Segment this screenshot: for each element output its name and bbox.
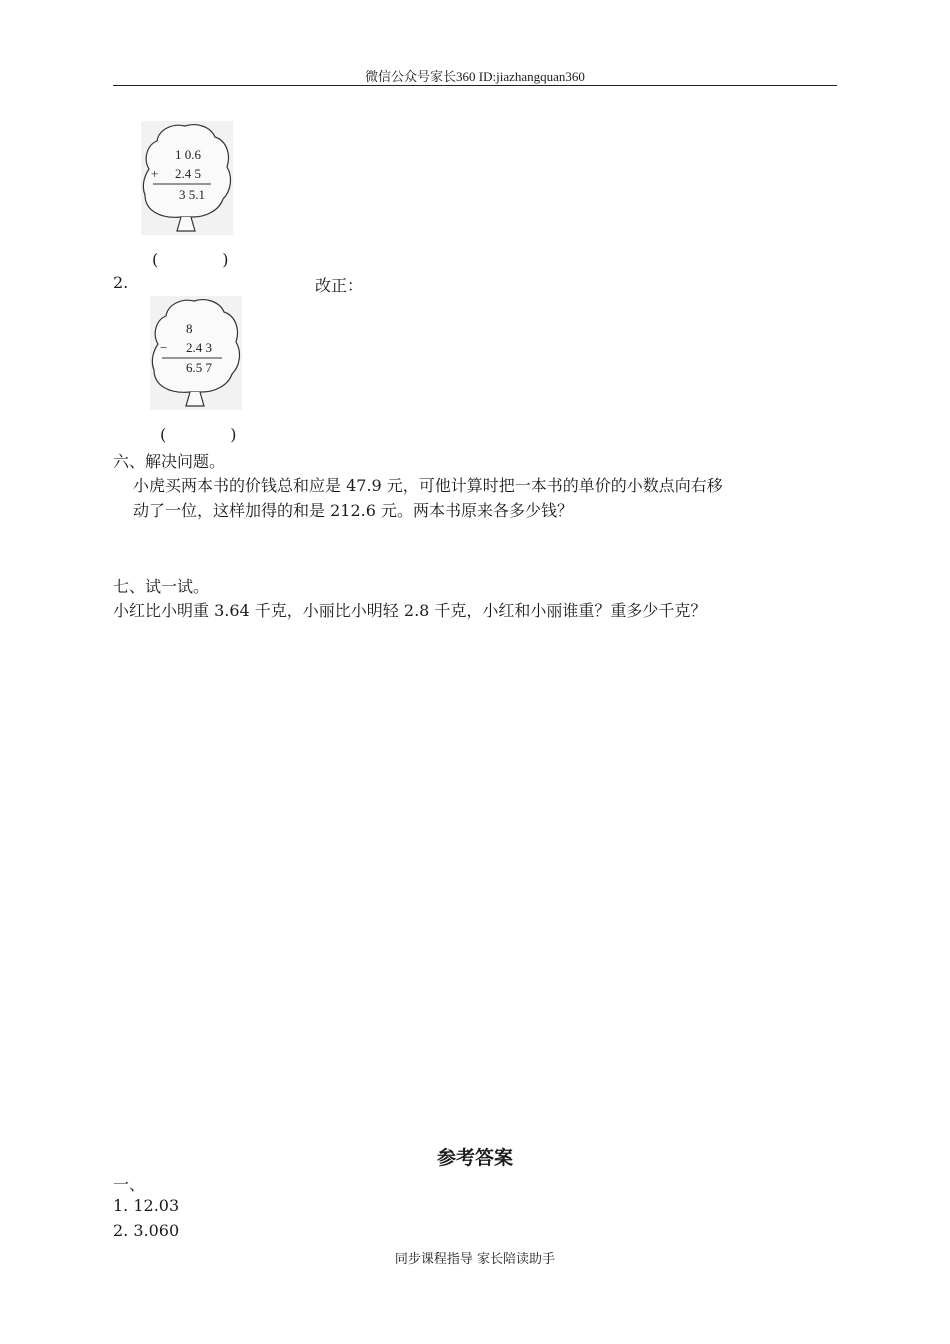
section6-question-line2: 动了一位，这样加得的和是 212.6 元。两本书原来各多少钱？ — [133, 501, 573, 520]
correction-label: 改正： — [315, 276, 364, 295]
tree-outline-icon — [141, 121, 233, 235]
page-header: 微信公众号家长360 ID:jiazhangquan360 — [365, 69, 585, 84]
tree-outline-icon — [150, 296, 242, 410]
tree1-line2: 2.4 5 — [175, 166, 201, 181]
tree2-line1: 8 — [186, 321, 193, 336]
item2-number: 2. — [113, 273, 129, 292]
answer-item-2: 2. 3.060 — [113, 1221, 180, 1240]
answer-key-title: 参考答案 — [436, 1147, 513, 1169]
tree1-operator: + — [151, 166, 159, 181]
answer-section-label: 一、 — [113, 1175, 146, 1194]
header-divider — [113, 85, 837, 86]
tree2-result: 6.5 7 — [186, 360, 212, 375]
tree-problem-2 — [150, 296, 242, 410]
section6-heading: 六、解决问题。 — [113, 452, 226, 471]
section6-question-line1: 小虎买两本书的价钱总和应是 47.9 元，可他计算时把一本书的单价的小数点向右移 — [133, 476, 723, 495]
section7-heading: 七、试一试。 — [113, 577, 210, 596]
tree-problem-1 — [141, 121, 233, 235]
tree2-answer-paren: ( ) — [160, 425, 237, 444]
tree2-line2: 2.4 3 — [186, 340, 212, 355]
section7-question: 小红比小明重 3.64 千克，小丽比小明轻 2.8 千克，小红和小丽谁重？重多少千克？ — [113, 601, 707, 620]
tree1-result: 3 5.1 — [179, 187, 205, 202]
tree1-line1: 1 0.6 — [175, 147, 201, 162]
page-footer: 同步课程指导 家长陪读助手 — [394, 1252, 556, 1267]
tree2-operator: − — [160, 340, 168, 355]
answer-item-1: 1. 12.03 — [113, 1196, 180, 1215]
tree1-answer-paren: ( ) — [152, 250, 229, 269]
